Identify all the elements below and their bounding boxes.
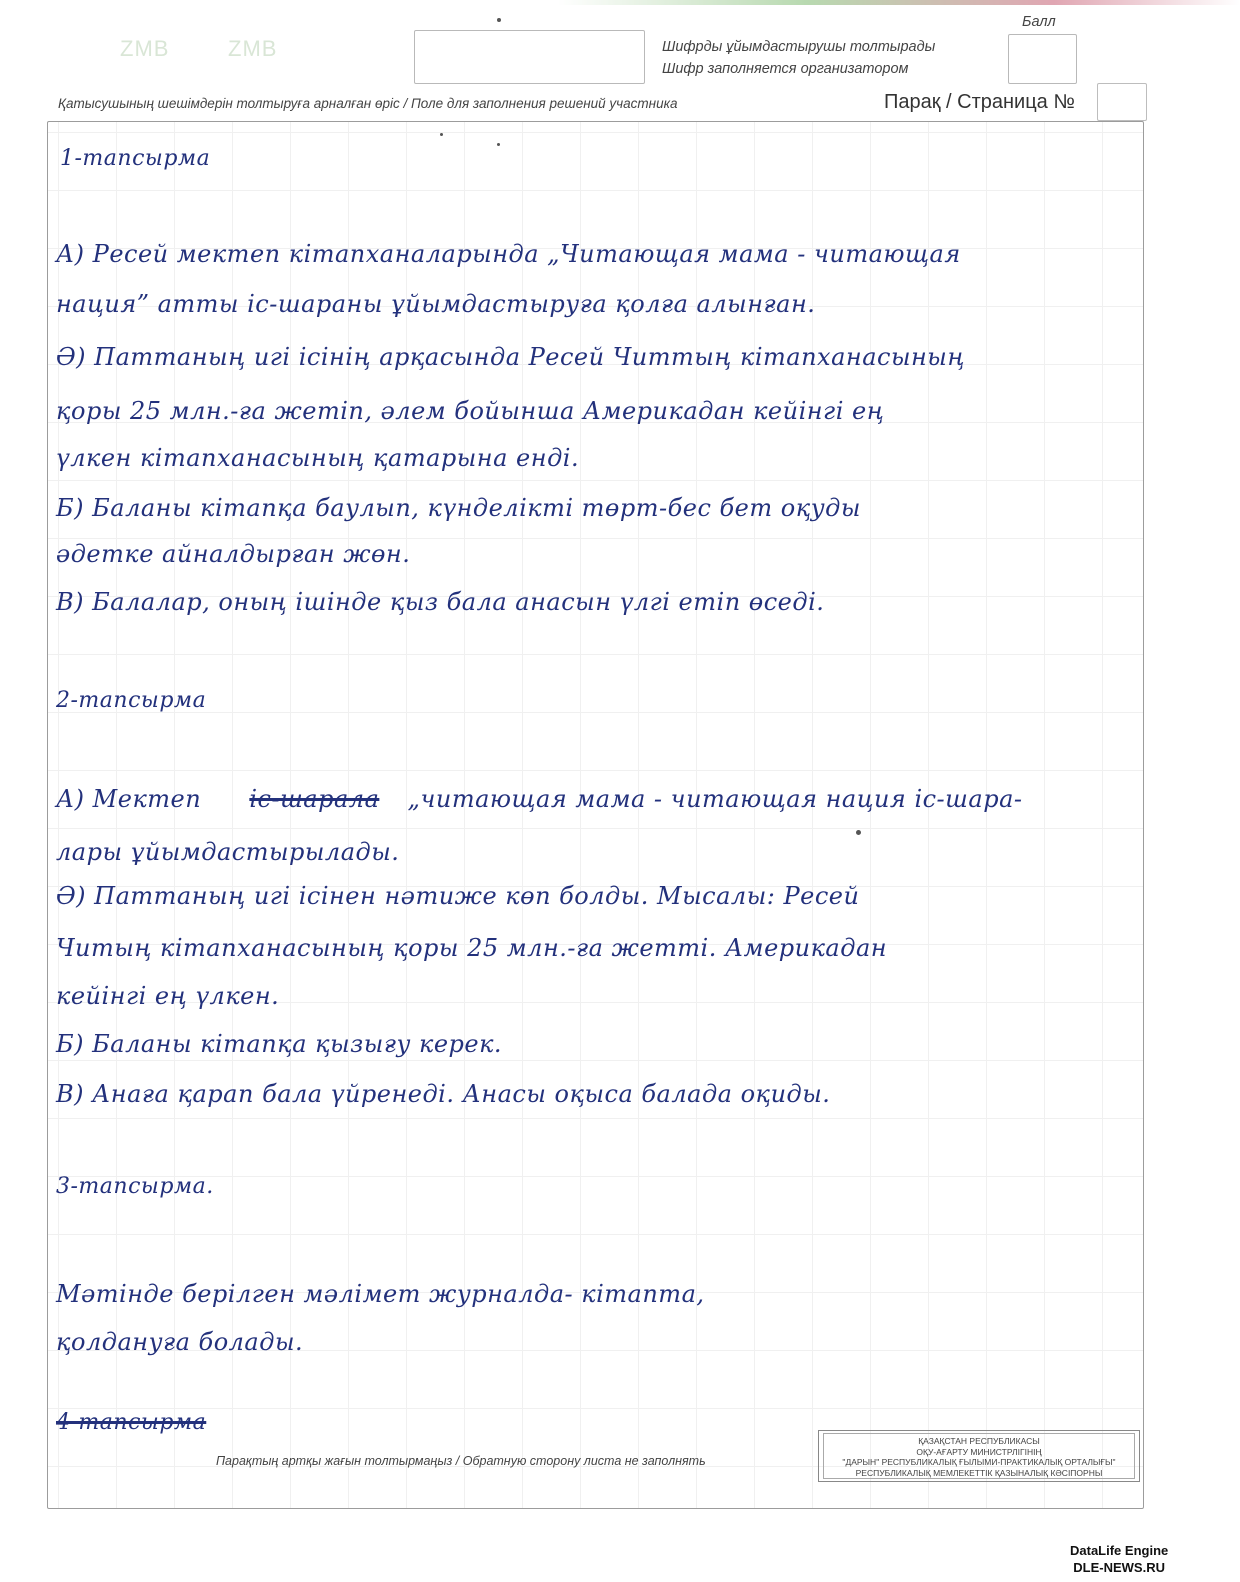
score-box[interactable]	[1008, 34, 1077, 84]
cipher-note-ru: Шифр заполняется организатором	[662, 61, 909, 77]
task3-line: Мәтінде берілген мәлімет журналда- кітапта,	[56, 1280, 705, 1308]
task1-title: 1-тапсырма	[60, 146, 211, 171]
site-watermark	[1070, 1542, 1168, 1576]
score-label: Балл	[1022, 14, 1056, 30]
task1-line: Ә) Паттаның игі ісінің арқасында Ресей Читтың кітапханасының	[56, 343, 965, 371]
cipher-box[interactable]	[414, 30, 645, 84]
field-caption: Қатысушының шешімдерін толтыруға арналған өріс / Поле для заполнения решений участника	[58, 96, 678, 111]
task2-line: Читың кітапханасының қоры 25 млн.-ға жетті. Америкадан	[56, 934, 888, 962]
page-number-label: Парақ / Страница №	[884, 91, 1075, 113]
task3-line: қолдануға болады.	[56, 1328, 304, 1356]
stamp-line: "ДАРЫН" РЕСПУБЛИКАЛЫҚ ҒЫЛЫМИ-ПРАКТИКАЛЫҚ ОРТАЛЫҒЫ"	[842, 1457, 1116, 1467]
stamp-line: ҚАЗАҚСТАН РЕСПУБЛИКАСЫ	[918, 1436, 1040, 1446]
cipher-note-kz: Шифрды ұйымдастырушы толтырады	[662, 39, 936, 55]
color-strip	[0, 0, 1240, 5]
stamp-line: РЕСПУБЛИКАЛЫҚ МЕМЛЕКЕТТІК ҚАЗЫНАЛЫҚ КӘСІПОРНЫ	[855, 1467, 1103, 1478]
cipher-note	[662, 36, 935, 80]
task2-line-prefix: А) Мектеп	[56, 785, 202, 813]
ink-dot	[440, 133, 443, 136]
task2-line-rest: „читающая мама - читающая нация іс-шара-	[407, 785, 1023, 813]
page-number-box[interactable]	[1097, 83, 1147, 121]
task1-line: үлкен кітапханасының қатарына енді.	[56, 444, 580, 472]
task2-line: Ә) Паттаның игі ісінен нәтиже көп болды. Мысалы: Ресей	[56, 882, 860, 910]
watermark-line: DLE-NEWS.RU	[1073, 1560, 1165, 1575]
task1-line: Б) Баланы кітапқа баулып, күнделікті төрт-бес бет оқуды	[56, 494, 861, 522]
task2-line: кейінгі ең үлкен.	[56, 982, 280, 1010]
task4-struck-title: 4-тапсырма	[56, 1410, 207, 1435]
back-side-note: Парақтың артқы жағын толтырмаңыз / Обратную сторону листа не заполнять	[216, 1454, 706, 1468]
task1-line: А) Ресей мектеп кітапханаларында „Читающая мама - читающая	[56, 240, 961, 268]
watermark-line: DataLife Engine	[1070, 1543, 1169, 1558]
struck-text: іс-шарала	[249, 785, 380, 813]
faint-mark: ZMB	[228, 36, 278, 61]
task1-line: В) Балалар, оның ішінде қыз бала анасын үлгі етіп өседі.	[56, 588, 825, 616]
task2-line: лары ұйымдастырылады.	[56, 838, 400, 866]
task1-line: қоры 25 млн.-ға жетіп, әлем бойынша Америкадан кейінгі ең	[56, 397, 885, 425]
task2-line	[56, 785, 1023, 813]
task3-title: 3-тапсырма.	[56, 1174, 214, 1199]
ink-dot	[497, 143, 500, 146]
task2-title: 2-тапсырма	[56, 688, 207, 713]
task1-line: әдетке айналдырған жөн.	[56, 540, 411, 568]
faint-mark: ZMB	[120, 36, 170, 61]
task2-line: Б) Баланы кітапқа қызығу керек.	[56, 1030, 503, 1058]
stamp-line: ОҚУ-АҒАРТУ МИНИСТРЛІГІНІҢ	[916, 1446, 1042, 1457]
ink-dot	[497, 18, 501, 22]
ink-dot	[856, 830, 861, 835]
task1-line: нация” атты іс-шараны ұйымдастыруға қолға алынған.	[56, 290, 816, 318]
task2-line: В) Анаға қарап бала үйренеді. Анасы оқыса балада оқиды.	[56, 1080, 831, 1108]
organization-stamp	[818, 1430, 1140, 1482]
